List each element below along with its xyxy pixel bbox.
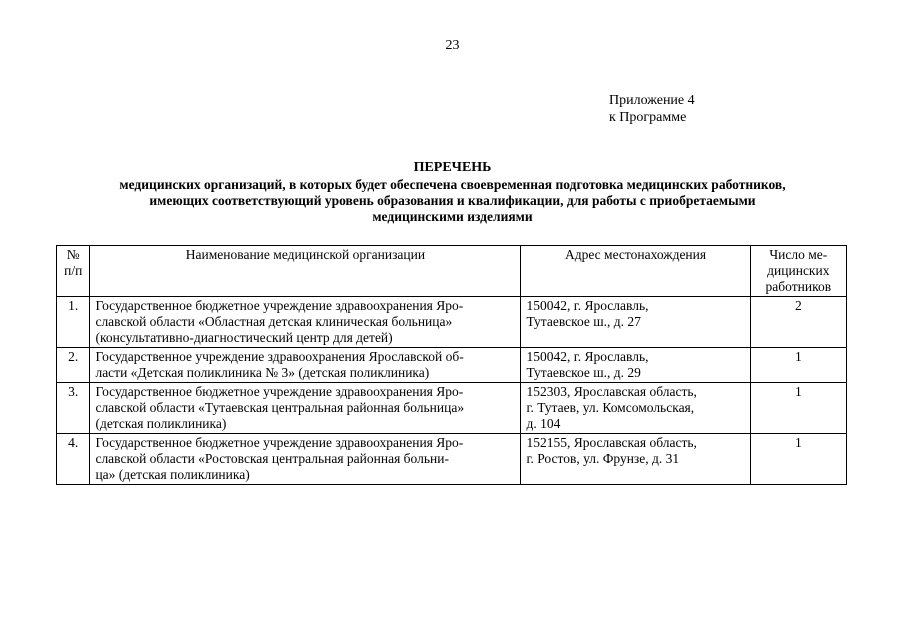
table-row xyxy=(57,297,847,348)
name-line: славской области «Областная детская клиническая больница» xyxy=(95,314,453,329)
page-number: 23 xyxy=(445,38,460,53)
row-num: 1. xyxy=(57,297,90,348)
header-count-line: дицинских xyxy=(767,263,830,278)
name-line: славской области «Ростовская центральная районная больни- xyxy=(95,451,449,466)
header-num-line: № xyxy=(66,247,80,262)
address-line: г. Тутаев, ул. Комсомольская, xyxy=(526,400,695,415)
name-line: славской области «Тутаевская центральная районная больница» xyxy=(95,400,465,415)
row-address xyxy=(521,348,750,383)
address-line: 152155, Ярославская область, xyxy=(526,435,697,450)
title-line-2: имеющих соответствующий уровень образования и квалификации, для работы с приобретаемыми xyxy=(149,193,756,208)
header-num-line: п/п xyxy=(64,263,83,278)
header-count-line: работников xyxy=(765,279,832,294)
document-title xyxy=(50,160,855,225)
table-row xyxy=(57,348,847,383)
name-line: (консультативно-диагностический центр для детей) xyxy=(95,330,393,345)
appendix-note xyxy=(609,92,695,126)
table-header-row xyxy=(57,246,847,297)
row-name xyxy=(90,348,521,383)
name-line: Государственное бюджетное учреждение здравоохранения Яро- xyxy=(95,384,464,399)
address-line: 152303, Ярославская область, xyxy=(526,384,697,399)
row-num: 3. xyxy=(57,383,90,434)
table-row xyxy=(57,434,847,485)
address-line: г. Ростов, ул. Фрунзе, д. 31 xyxy=(526,451,680,466)
row-address xyxy=(521,383,750,434)
appendix-line-1: Приложение 4 xyxy=(609,93,695,108)
name-line: ласти «Детская поликлиника № 3» (детская поликлиника) xyxy=(95,365,430,380)
row-num: 4. xyxy=(57,434,90,485)
organizations-table xyxy=(56,245,847,485)
row-num: 2. xyxy=(57,348,90,383)
row-address xyxy=(521,297,750,348)
address-line: Тутаевское ш., д. 29 xyxy=(526,365,641,380)
address-line: 150042, г. Ярославль, xyxy=(526,298,649,313)
name-line: Государственное учреждение здравоохранения Ярославской об- xyxy=(95,349,464,364)
header-num xyxy=(57,246,90,297)
name-line: Государственное бюджетное учреждение здравоохранения Яро- xyxy=(95,435,464,450)
row-count: 1 xyxy=(750,434,846,485)
header-count-line: Число ме- xyxy=(769,247,828,262)
title-line-3: медицинскими изделиями xyxy=(372,209,533,224)
appendix-line-2: к Программе xyxy=(609,110,687,125)
header-name: Наименование медицинской организации xyxy=(90,246,521,297)
title-line-1: медицинских организаций, в которых будет обеспечена своевременная подготовка медицинских работников, xyxy=(119,177,786,192)
row-name xyxy=(90,383,521,434)
address-line: д. 104 xyxy=(526,416,561,431)
row-count: 1 xyxy=(750,348,846,383)
name-line: (детская поликлиника) xyxy=(95,416,227,431)
table-row xyxy=(57,383,847,434)
header-address: Адрес местонахождения xyxy=(521,246,750,297)
address-line: Тутаевское ш., д. 27 xyxy=(526,314,641,329)
row-address xyxy=(521,434,750,485)
name-line: ца» (детская поликлиника) xyxy=(95,467,250,482)
address-line: 150042, г. Ярославль, xyxy=(526,349,649,364)
header-count xyxy=(750,246,846,297)
row-name xyxy=(90,434,521,485)
name-line: Государственное бюджетное учреждение здравоохранения Яро- xyxy=(95,298,464,313)
row-count: 1 xyxy=(750,383,846,434)
row-name xyxy=(90,297,521,348)
row-count: 2 xyxy=(750,297,846,348)
title-heading: ПЕРЕЧЕНЬ xyxy=(413,160,492,175)
